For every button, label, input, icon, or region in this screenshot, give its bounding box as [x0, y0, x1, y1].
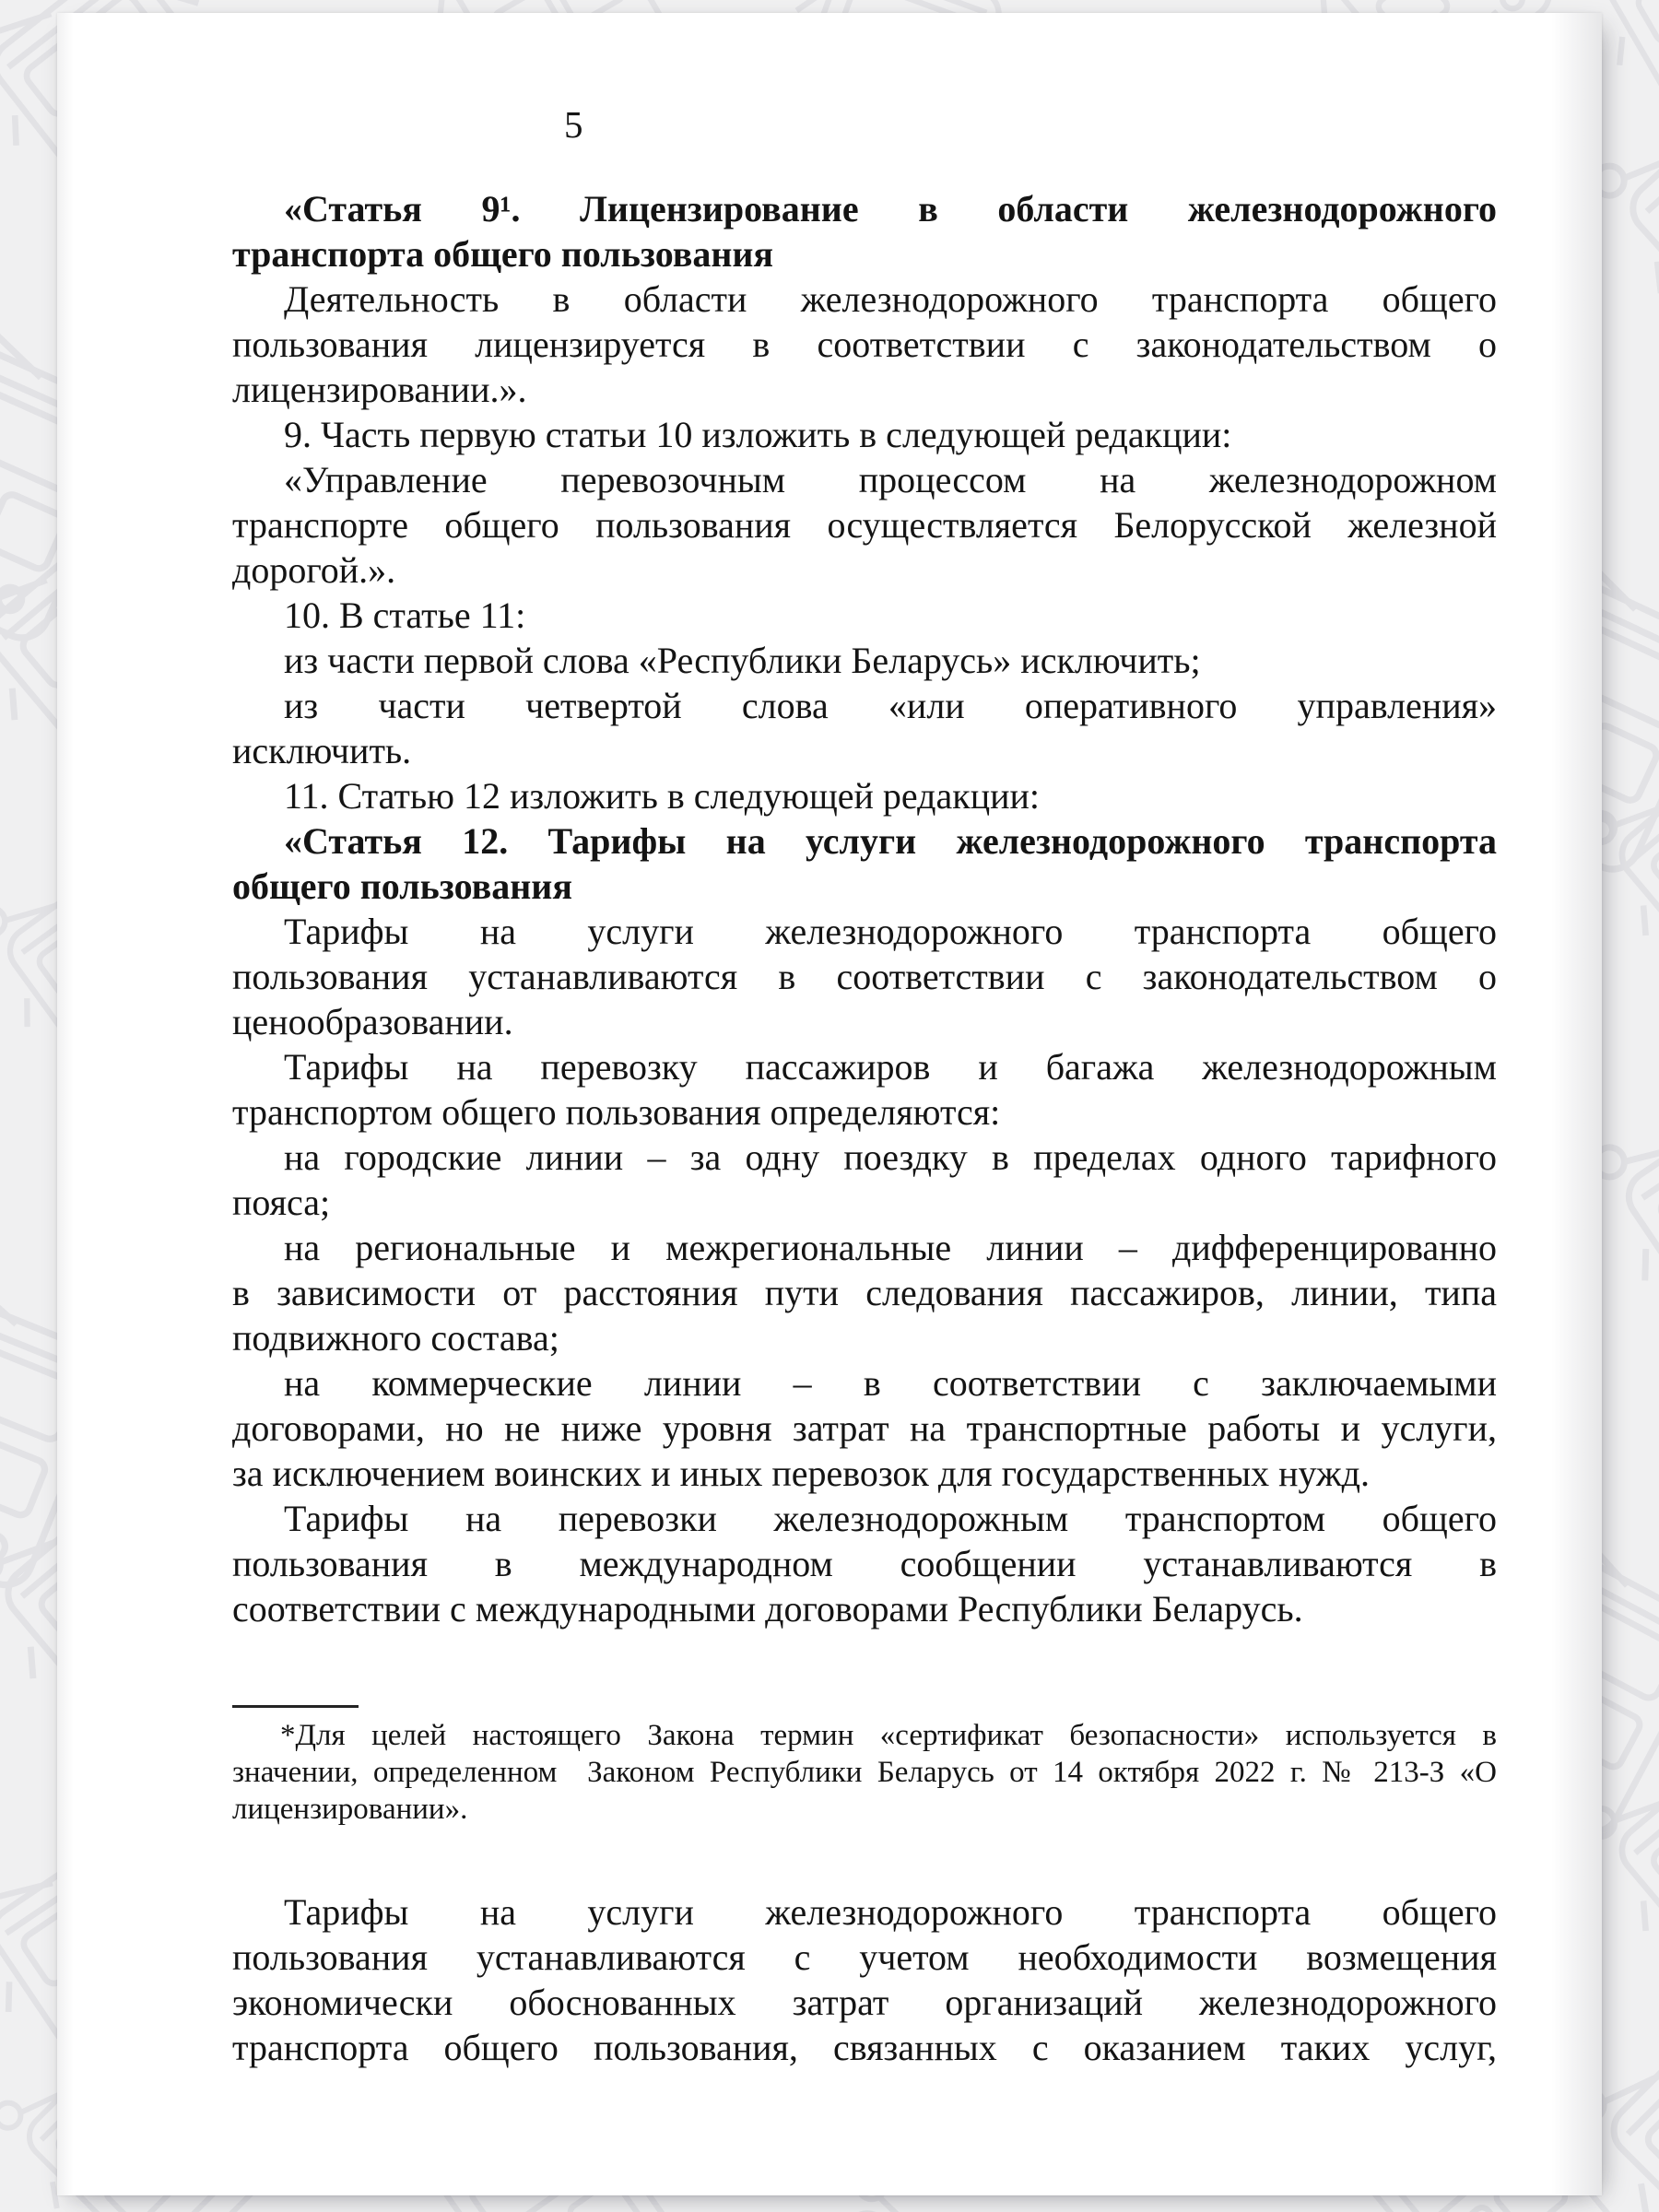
- text-line: Тарифы на перевозки железнодорожным транспортом общего: [284, 1498, 1497, 1539]
- text-line: 10. В статье 11:: [284, 594, 526, 636]
- text-line: «Статья 9¹. Лицензирование в области железнодорожного: [284, 188, 1497, 229]
- text-line: «Управление перевозочным процессом на железнодорожном: [284, 459, 1497, 500]
- paragraph: [232, 909, 1497, 1044]
- text-line: лицензировании».: [232, 1793, 468, 1826]
- text-line: общего пользования: [232, 865, 572, 907]
- text-line: подвижного состава;: [232, 1317, 559, 1359]
- text-line: за исключением воинских и иных перевозок для государственных нужд.: [232, 1453, 1370, 1494]
- paragraph: [232, 593, 1497, 638]
- text-line: на городские линии – за одну поездку в пределах одного тарифного: [284, 1136, 1497, 1178]
- text-line: дорогой.».: [232, 549, 396, 591]
- text-line: значении, определенном Законом Республики Беларусь от 14 октября 2022 г. № 213-З «О: [232, 1756, 1497, 1789]
- text-line: пользования устанавливаются в соответствии с законодательством о: [232, 956, 1497, 997]
- text-line: пользования устанавливаются с учетом необходимости возмещения: [232, 1936, 1497, 1978]
- text-line: Тарифы на перевозку пассажиров и багажа железнодорожным: [284, 1046, 1497, 1088]
- text-line: пояса;: [232, 1182, 331, 1223]
- body-text: [232, 186, 1497, 1631]
- footnote: [232, 1717, 1497, 1828]
- paragraph: [232, 818, 1497, 909]
- paragraph: [232, 683, 1497, 773]
- paragraph: [232, 1496, 1497, 1631]
- paragraph: [232, 1225, 1497, 1360]
- text-line: пользования в международном сообщении устанавливаются в: [232, 1543, 1497, 1584]
- paragraph: [232, 276, 1497, 412]
- text-line: из части четвертой слова «или оперативного управления»: [284, 685, 1497, 726]
- text-line: транспорта общего пользования, связанных с оказанием таких услуг,: [232, 2027, 1497, 2068]
- text-line: экономически обоснованных затрат организаций железнодорожного: [232, 1982, 1497, 2023]
- text-line: на региональные и межрегиональные линии – дифференцированно: [284, 1227, 1497, 1268]
- text-line: транспорте общего пользования осуществляется Белорусской железной: [232, 504, 1497, 546]
- text-line: *Для целей настоящего Закона термин «сертификат безопасности» используется в: [280, 1719, 1497, 1752]
- text-line: пользования лицензируется в соответствии с законодательством о: [232, 324, 1497, 365]
- paragraph: [232, 186, 1497, 276]
- text-line: транспортом общего пользования определяются:: [232, 1091, 1001, 1133]
- text-line: транспорта общего пользования: [232, 233, 774, 275]
- paragraph: [232, 1717, 1497, 1828]
- paragraph: [232, 1889, 1497, 2070]
- text-line: лицензировании.».: [232, 369, 527, 410]
- paragraph: [232, 638, 1497, 683]
- text-line: 9. Часть первую статьи 10 изложить в следующей редакции:: [284, 414, 1232, 455]
- document-page: [57, 13, 1602, 2195]
- paragraph: [232, 1135, 1497, 1225]
- text-line: Тарифы на услуги железнодорожного транспорта общего: [284, 911, 1497, 952]
- paragraph: [232, 412, 1497, 457]
- footnote-separator: [232, 1705, 359, 1708]
- text-line: Деятельность в области железнодорожного транспорта общего: [284, 278, 1497, 320]
- body-text-continued: [232, 1889, 1497, 2070]
- paragraph: [232, 1360, 1497, 1496]
- text-line: ценообразовании.: [232, 1001, 513, 1042]
- text-line: Тарифы на услуги железнодорожного транспорта общего: [284, 1891, 1497, 1933]
- document-content: [232, 186, 1497, 2070]
- text-line: из части первой слова «Республики Беларусь» исключить;: [284, 640, 1201, 681]
- text-line: 11. Статью 12 изложить в следующей редакции:: [284, 775, 1041, 817]
- text-line: исключить.: [232, 730, 412, 771]
- text-line: на коммерческие линии – в соответствии с заключаемыми: [284, 1362, 1497, 1404]
- paragraph: [232, 773, 1497, 818]
- paragraph: [232, 1044, 1497, 1135]
- page-number: 5: [564, 103, 583, 146]
- text-line: договорами, но не ниже уровня затрат на транспортные работы и услуги,: [232, 1407, 1497, 1449]
- text-line: «Статья 12. Тарифы на услуги железнодорожного транспорта: [284, 820, 1497, 862]
- text-line: соответствии с международными договорами Республики Беларусь.: [232, 1588, 1303, 1630]
- text-line: в зависимости от расстояния пути следования пассажиров, линии, типа: [232, 1272, 1497, 1313]
- paragraph: [232, 457, 1497, 593]
